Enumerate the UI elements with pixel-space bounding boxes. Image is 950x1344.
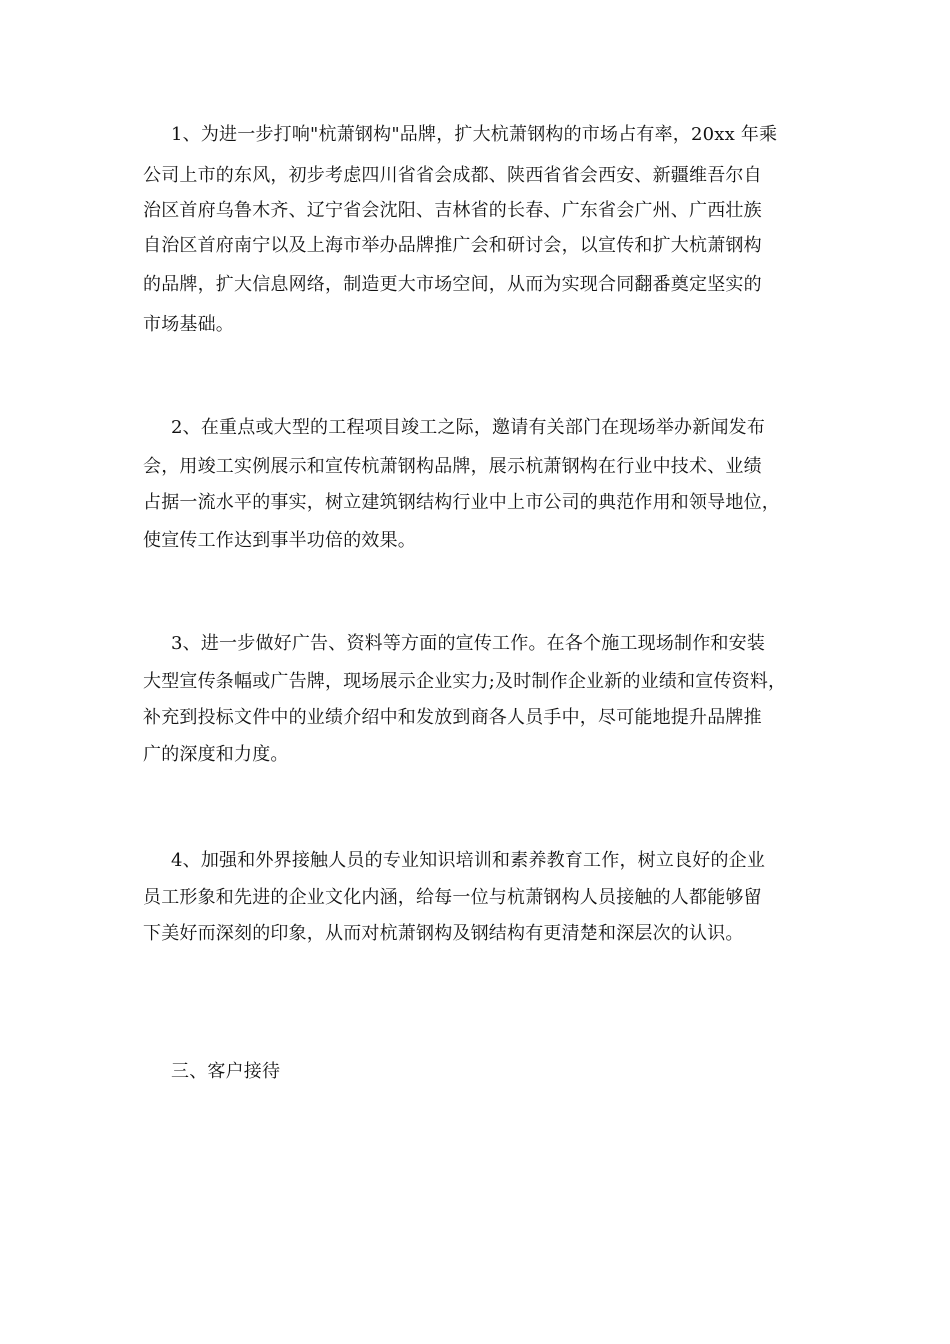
paragraph-line: 使宣传工作达到事半功倍的效果。 [143,530,416,551]
paragraph-line: 大型宣传条幅或广告牌，现场展示企业实力;及时制作企业新的业绩和宣传资料， [143,671,787,692]
paragraph-line: 的品牌，扩大信息网络，制造更大市场空间，从而为实现合同翻番奠定坚实的 [143,274,762,295]
paragraph-line: 1、为进一步打响"杭萧钢构"品牌，扩大杭萧钢构的市场占有率，20xx 年乘 [171,124,778,145]
paragraph-line: 治区首府乌鲁木齐、辽宁省会沈阳、吉林省的长春、广东省会广州、广西壮族 [143,200,762,221]
paragraph-line: 补充到投标文件中的业绩介绍中和发放到商各人员手中，尽可能地提升品牌推 [143,707,762,728]
section-heading: 三、客户接待 [171,1061,281,1082]
paragraph-line: 员工形象和先进的企业文化内涵，给每一位与杭萧钢构人员接触的人都能够留 [143,887,762,908]
paragraph-line: 市场基础。 [143,314,234,335]
paragraph-line: 4、加强和外界接触人员的专业知识培训和素养教育工作，树立良好的企业 [171,850,766,871]
paragraph-line: 自治区首府南宁以及上海市举办品牌推广会和研讨会，以宣传和扩大杭萧钢构 [143,235,762,256]
paragraph-line: 下美好而深刻的印象，从而对杭萧钢构及钢结构有更清楚和深层次的认识。 [143,923,744,944]
paragraph-line: 占据一流水平的事实，树立建筑钢结构行业中上市公司的典范作用和领导地位， [143,492,780,513]
paragraph-line: 2、在重点或大型的工程项目竣工之际，邀请有关部门在现场举办新闻发布 [171,417,766,438]
paragraph-line: 3、进一步做好广告、资料等方面的宣传工作。在各个施工现场制作和安装 [171,633,766,654]
paragraph-line: 会，用竣工实例展示和宣传杭萧钢构品牌，展示杭萧钢构在行业中技术、业绩 [143,456,762,477]
paragraph-line: 广的深度和力度。 [143,744,289,765]
paragraph-line: 公司上市的东风，初步考虑四川省省会成都、陕西省省会西安、新疆维吾尔自 [143,165,762,186]
